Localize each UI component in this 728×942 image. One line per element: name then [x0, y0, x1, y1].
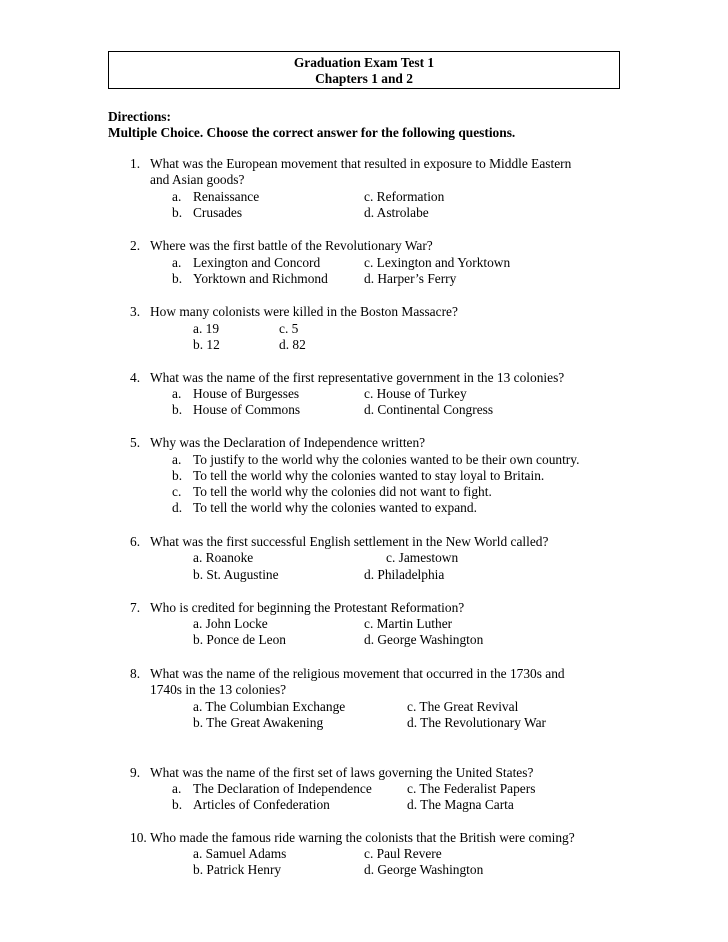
answer-letter: a.: [172, 452, 182, 467]
answer-option: d. Continental Congress: [364, 402, 494, 417]
answer-option: c. Martin Luther: [364, 616, 453, 631]
answer-option: d. George Washington: [364, 862, 484, 877]
answer-option: Lexington and Concord: [193, 255, 321, 270]
answer-letter: a.: [172, 255, 182, 270]
answer-letter: a.: [172, 781, 182, 796]
question-number: 4.: [130, 370, 141, 385]
question-text: What was the European movement that resulted in exposure to Middle Eastern: [150, 156, 572, 171]
answer-option: The Declaration of Independence: [193, 781, 372, 796]
question-text: What was the name of the religious movement that occurred in the 1730s and: [150, 666, 565, 681]
answer-letter: b.: [172, 402, 183, 417]
question-number: 8.: [130, 666, 141, 681]
question-text: Who is credited for beginning the Protestant Reformation?: [150, 600, 465, 615]
answer-option: To tell the world why the colonies did not want to fight.: [193, 484, 492, 499]
title-box: [108, 51, 620, 89]
answer-option: a. John Locke: [193, 616, 268, 631]
answer-option: Articles of Confederation: [193, 797, 330, 812]
directions-text: Multiple Choice. Choose the correct answer for the following questions.: [108, 125, 516, 140]
answer-option: b. 12: [193, 337, 220, 352]
answer-letter: b.: [172, 797, 183, 812]
answer-option: Crusades: [193, 205, 243, 220]
directions-label: Directions:: [108, 109, 171, 124]
answer-option: d. The Revolutionary War: [407, 715, 546, 730]
answer-option: To justify to the world why the colonies wanted to be their own country.: [193, 452, 580, 467]
question-text: Who made the famous ride warning the colonists that the British were coming?: [150, 830, 575, 845]
question-number: 1.: [130, 156, 141, 171]
exam-subtitle: Chapters 1 and 2: [315, 71, 413, 86]
answer-option: a. Samuel Adams: [193, 846, 287, 861]
answer-option: c. Reformation: [364, 189, 445, 204]
answer-option: b. The Great Awakening: [193, 715, 324, 730]
question-text: How many colonists were killed in the Boston Massacre?: [150, 304, 458, 319]
answer-option: b. Ponce de Leon: [193, 632, 286, 647]
answer-letter: b.: [172, 271, 183, 286]
answer-option: a. Roanoke: [193, 550, 254, 565]
question-number: 6.: [130, 534, 141, 549]
question-text: What was the name of the first set of laws governing the United States?: [150, 765, 534, 780]
question-text: What was the name of the first representative government in the 13 colonies?: [150, 370, 565, 385]
question-text: Why was the Declaration of Independence written?: [150, 435, 426, 450]
answer-option: b. Patrick Henry: [193, 862, 282, 877]
answer-option: d. Philadelphia: [364, 567, 445, 582]
answer-option: c. The Federalist Papers: [407, 781, 536, 796]
answer-option: d. The Magna Carta: [407, 797, 514, 812]
answer-option: Renaissance: [193, 189, 260, 204]
answer-option: d. Astrolabe: [364, 205, 429, 220]
answer-option: d. George Washington: [364, 632, 484, 647]
answer-letter: a.: [172, 386, 182, 401]
answer-letter: d.: [172, 500, 183, 515]
answer-option: a. 19: [193, 321, 220, 336]
answer-letter: b.: [172, 205, 183, 220]
answer-option: Yorktown and Richmond: [193, 271, 328, 286]
question-text: 1740s in the 13 colonies?: [150, 682, 287, 697]
answer-option: House of Burgesses: [193, 386, 300, 401]
answer-option: To tell the world why the colonies wanted to expand.: [193, 500, 477, 515]
answer-option: House of Commons: [193, 402, 301, 417]
answer-letter: a.: [172, 189, 182, 204]
answer-option: c. House of Turkey: [364, 386, 467, 401]
answer-option: b. St. Augustine: [193, 567, 279, 582]
answer-option: a. The Columbian Exchange: [193, 699, 346, 714]
answer-option: c. Jamestown: [386, 550, 459, 565]
question-text: What was the first successful English settlement in the New World called?: [150, 534, 549, 549]
question-text: and Asian goods?: [150, 172, 245, 187]
question-text: Where was the first battle of the Revolutionary War?: [150, 238, 433, 253]
question-number: 3.: [130, 304, 141, 319]
answer-option: c. Lexington and Yorktown: [364, 255, 511, 270]
question-number: 7.: [130, 600, 141, 615]
answer-option: c. The Great Revival: [407, 699, 519, 714]
answer-letter: c.: [172, 484, 182, 499]
exam-title: Graduation Exam Test 1: [293, 55, 435, 70]
answer-option: d. 82: [279, 337, 306, 352]
answer-letter: b.: [172, 468, 183, 483]
question-number: 9.: [130, 765, 141, 780]
question-number: 10.: [130, 830, 147, 845]
question-number: 5.: [130, 435, 141, 450]
answer-option: c. 5: [279, 321, 299, 336]
answer-option: To tell the world why the colonies wanted to stay loyal to Britain.: [193, 468, 545, 483]
answer-option: c. Paul Revere: [364, 846, 442, 861]
question-number: 2.: [130, 238, 141, 253]
answer-option: d. Harper’s Ferry: [364, 271, 457, 286]
